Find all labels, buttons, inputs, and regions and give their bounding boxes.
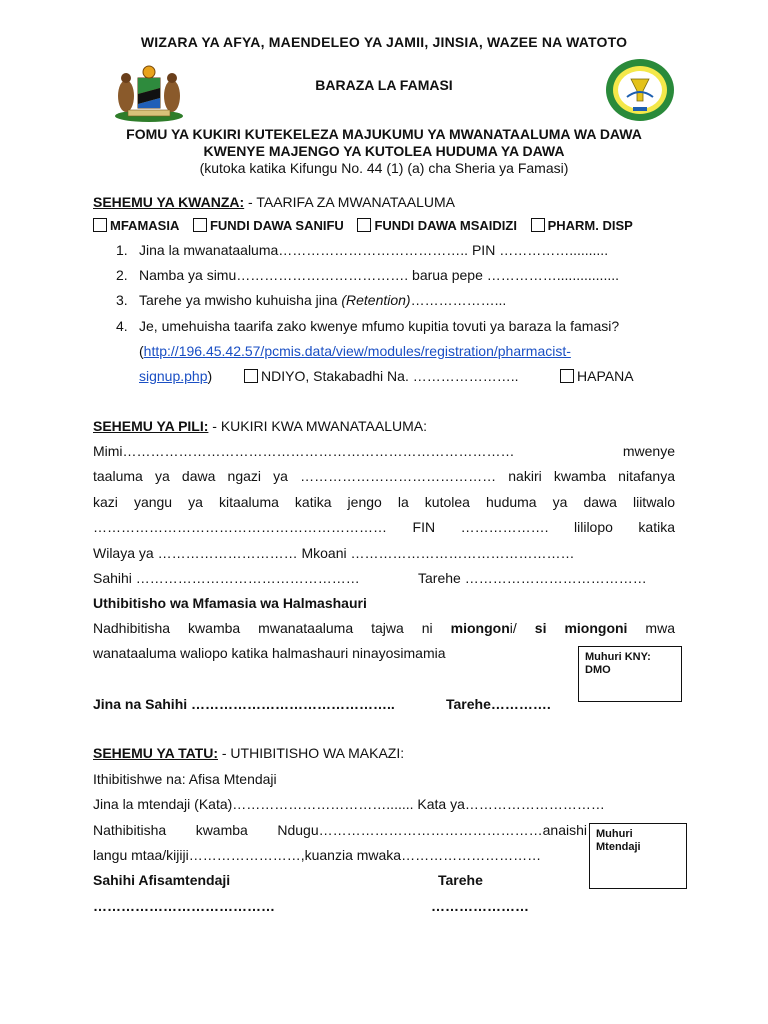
officer-stamp-box[interactable]: Muhuri Mtendaji xyxy=(589,823,687,889)
checkbox-box[interactable] xyxy=(93,218,107,232)
item-3-text-after: ………………... xyxy=(410,292,507,308)
checkbox-box[interactable] xyxy=(560,369,574,383)
declaration-line-1[interactable]: Mimi………………………………………………………………………… mwenye xyxy=(93,443,675,459)
link-open-paren: ( xyxy=(139,343,144,359)
item-1-number: 1. xyxy=(116,242,128,258)
district-region-line[interactable]: Wilaya ya ………………………… Mkoani ………………………………………… xyxy=(93,545,575,561)
link-close-paren: ) xyxy=(207,368,213,384)
registration-link-part2[interactable]: signup.php xyxy=(139,368,208,384)
dmo-stamp-box[interactable]: Muhuri KNY: DMO xyxy=(578,646,682,702)
item-3-number: 3. xyxy=(116,292,128,308)
item-2-number: 2. xyxy=(116,267,128,283)
verification-among[interactable]: miongon xyxy=(450,620,510,636)
profession-checkbox-row xyxy=(93,218,643,233)
section3-heading-rest: - UTHIBITISHO WA MAKAZI: xyxy=(217,745,405,761)
option-hapana-label: HAPANA xyxy=(577,368,634,384)
item-4-number: 4. xyxy=(116,318,128,334)
registration-link-line2 xyxy=(139,368,212,384)
registration-link-part1[interactable]: http://196.45.42.57/pcmis.data/view/modules/registration/pharmacist- xyxy=(143,343,571,359)
form-title-line2: KWENYE MAJENGO YA KUTOLEA HUDUMA YA DAWA xyxy=(203,143,565,159)
residence-certify-line[interactable]: Nathibitisha kwamba Ndugu…………………………………………anaishi xyxy=(93,822,587,838)
item-3-text[interactable] xyxy=(139,292,506,308)
section1-heading xyxy=(93,194,455,210)
pharmacist-verification-heading: Uthibitisho wa Mfamasia wa Halmashauri xyxy=(93,595,367,611)
verification-line-1-after: mwa xyxy=(627,620,675,636)
section2-heading-rest: - KUKIRI KWA MWANATAALUMA: xyxy=(208,418,427,434)
option-hapana[interactable] xyxy=(560,368,634,384)
checkbox-label: MFAMASIA xyxy=(110,218,180,233)
verification-line-2: wanataaluma waliopo katika halmashauri ninayosimamia xyxy=(93,645,446,661)
item-1-text[interactable]: Jina la mwanataaluma………………………………….. PIN …………….......... xyxy=(139,242,609,258)
option-ndiyo-label: NDIYO, Stakabadhi Na. ………………….. xyxy=(261,368,519,384)
officer-date-label: Tarehe xyxy=(438,872,483,888)
declaration-line-2[interactable]: taaluma ya dawa ngazi ya …………………………………… nakiri kwamba nitafanya xyxy=(93,468,675,484)
dmo-date-field[interactable]: Tarehe…………. xyxy=(446,696,551,712)
officer-signature-label: Sahihi Afisamtendaji xyxy=(93,872,231,888)
checkbox-box[interactable] xyxy=(244,369,258,383)
officer-signature-dots[interactable]: ………………………………… xyxy=(93,898,275,914)
officer-date-dots[interactable]: ………………… xyxy=(431,898,529,914)
section2-heading-label: SEHEMU YA PILI: xyxy=(93,418,209,434)
section3-heading-label: SEHEMU YA TATU: xyxy=(93,745,218,761)
item-2-text[interactable]: Namba ya simu………………………………. barua pepe ……………................ xyxy=(139,267,619,283)
dmo-name-signature-field[interactable]: Jina na Sahihi …………………………………….. xyxy=(93,696,395,712)
verification-slash: i/ xyxy=(509,620,535,636)
option-ndiyo[interactable] xyxy=(244,368,519,384)
item-4-text: Je, umehuisha taarifa zako kwenye mfumo kupitia tovuti ya baraza la famasi? xyxy=(139,318,620,334)
item-3-text-before: Tarehe ya mwisho kuhuisha jina xyxy=(139,292,342,308)
verification-line-1-before: Nadhibitisha kwamba mwanataaluma tajwa ni xyxy=(93,620,451,636)
form-subtitle: (kutoka katika Kifungu No. 44 (1) (a) cha Sheria ya Famasi) xyxy=(199,160,569,176)
checkbox-fundi-dawa-sanifu[interactable] xyxy=(193,218,344,233)
checkbox-mfamasia[interactable] xyxy=(93,218,179,233)
council-name: BARAZA LA FAMASI xyxy=(315,77,453,93)
section1-heading-label: SEHEMU YA KWANZA: xyxy=(93,194,245,210)
section3-heading xyxy=(93,745,404,761)
form-title-line1: FOMU YA KUKIRI KUTEKELEZA MAJUKUMU YA MWANATAALUMA WA DAWA xyxy=(126,126,642,142)
officer-name-ward-line[interactable]: Jina la mtendaji (Kata)……………………………....... Kata ya………………………… xyxy=(93,796,605,812)
declaration-line-3: kazi yangu ya kitaaluma katika jengo la kutolea huduma ya dawa liitwalo xyxy=(93,494,675,510)
confirmed-by-line: Ithibitishwe na: Afisa Mtendaji xyxy=(93,771,277,787)
checkbox-label: FUNDI DAWA SANIFU xyxy=(209,218,344,233)
checkbox-box[interactable] xyxy=(531,218,545,232)
checkbox-label: FUNDI DAWA MSAIDIZI xyxy=(374,218,517,233)
declaration-line-4[interactable]: ……………………………………………………… FIN ………………. lililopo katika xyxy=(93,519,675,535)
checkbox-fundi-dawa-msaidizi[interactable] xyxy=(357,218,517,233)
section1-heading-rest: - TAARIFA ZA MWANATAALUMA xyxy=(244,194,455,210)
checkbox-label: PHARM. DISP xyxy=(547,218,633,233)
verification-not-among[interactable]: si miongoni xyxy=(534,620,628,636)
checkbox-box[interactable] xyxy=(193,218,207,232)
verification-line-1 xyxy=(93,620,675,636)
checkbox-pharm-disp[interactable] xyxy=(531,218,633,233)
professional-signature-field[interactable]: Sahihi ………………………………………… xyxy=(93,570,360,586)
section2-heading xyxy=(93,418,427,434)
registration-link-line xyxy=(139,343,571,359)
ministry-name: WIZARA YA AFYA, MAENDELEO YA JAMII, JINSIA, WAZEE NA WATOTO xyxy=(140,34,628,50)
professional-date-field[interactable]: Tarehe ………………………………… xyxy=(418,570,647,586)
residence-street-line[interactable]: langu mtaa/kijiji……………………,kuanzia mwaka………………………… xyxy=(93,847,542,863)
item-3-retention: (Retention) xyxy=(341,292,411,308)
checkbox-box[interactable] xyxy=(357,218,371,232)
